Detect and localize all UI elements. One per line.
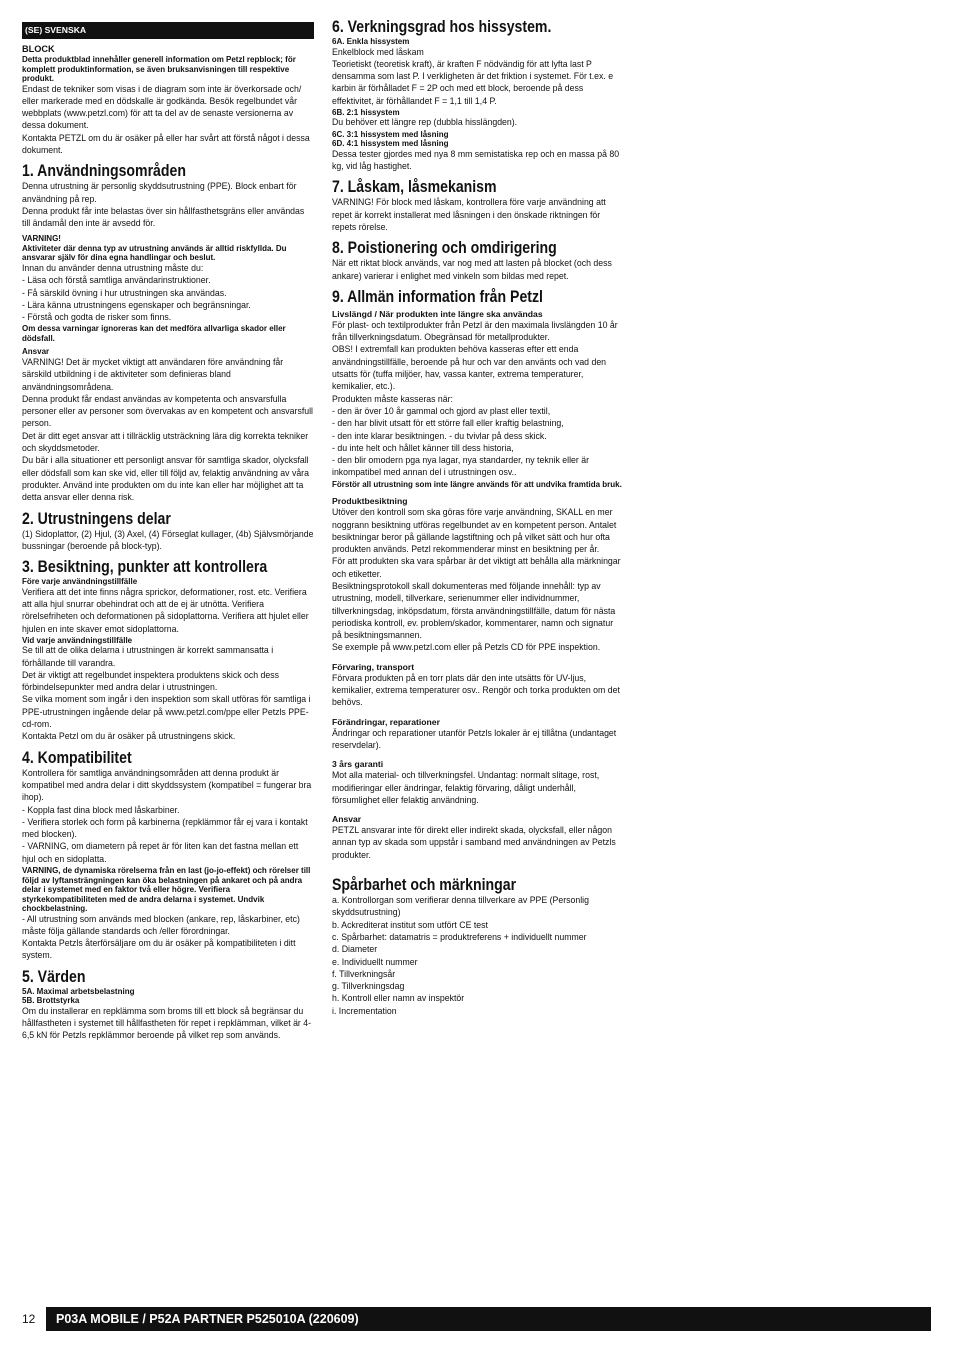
warning-bold: Aktiviteter där denna typ av utrustning används är alltid riskfyllda. Du ansvarar själv för dina egna handlingar och beslut. (22, 243, 287, 263)
s1-paragraph: VARNING! Det är mycket viktigt att användaren före användning får särskild utbildning i de aktiviteter som definieras bland användningsområdena. (22, 356, 284, 393)
section-title-4: 4. Kompatibilitet (22, 748, 132, 767)
warning-bold: VARNING, de dynamiska rörelserna från en last (jo-jo-effekt) och rörelser till följd av lyftansträngningen kan öka belastningen på ankaret och på andra delar i systemet med en faktor två eller högre. Verifiera styrkekompatibiliteten med de andra delarna i systemet. Undvik chockbelastning. (22, 866, 311, 914)
list-item: - den inte klarar besiktningen. - du tvivlar på dess skick. (332, 430, 547, 442)
list-item: - den är över 10 år gammal och gjord av plast eller textil, (332, 405, 551, 417)
section-title-6: 6. Verkningsgrad hos hissystem. (332, 18, 552, 36)
subheading: Förändringar, reparationer (332, 716, 440, 727)
s4-paragraph: Kontrollera för samtliga användningsområden att denna produkt är kompatibel med andra delar i ditt skyddssystem (kompatibel = fungerar bra ihop). (22, 767, 312, 804)
s8-paragraph: När ett riktat block används, var nog med att lasten på blocket (och dess ankare) varierar i enlighet med vinkeln som bildas med repet. (332, 258, 612, 282)
s3-paragraph: Verifiera att det inte finns några sprickor, deformationer, rost. etc. Verifiera att alla hjul snurrar obehindrat och att de ej är utnötta. Verifiera rörelsefriheten och deformationen på sidoplattorna. Verifiera att hjulet eller hjulen en inte skaver emot sidoplattorna. (22, 586, 309, 635)
s9-paragraph: Produkten måste kasseras när: (332, 393, 453, 405)
s3-paragraph: Kontakta Petzl om du är osäker på utrustningens skick. (22, 731, 236, 743)
subheading: Produktbesiktning (332, 496, 408, 507)
section-title-8: 8. Poistionering och omdirigering (332, 239, 557, 258)
list-item: - Koppla fast dina block med låskarbiner. (22, 804, 180, 816)
warning-text: Innan du använder denna utrustning måste du: (22, 262, 204, 274)
list-item: c. Spårbarhet: datamatris = produktreferens + individuellt nummer (332, 931, 587, 943)
s9-paragraph: För plast- och textilprodukter från Petzl är den maximala livslängden 10 år från tillverkningsdatum. Obegränsad för metallprodukter. (332, 319, 618, 344)
s1-paragraph: Denna utrustning är personlig skyddsutrustning (PPE). Block enbart för användning på rep. (22, 181, 297, 205)
responsibility-heading: Ansvar (22, 347, 50, 357)
section-title-3: 3. Besiktning, punkter att kontrollera (22, 558, 268, 577)
s3-paragraph: Det är viktigt att regelbundet inspektera produktens skick och dess förbindelsepunkter med andra delar i utrustningen. (22, 669, 279, 694)
list-item: - Läsa och förstå samtliga användarinstruktioner. (22, 275, 211, 287)
warning-heading: VARNING! (22, 234, 61, 244)
s3-paragraph: Se vilka moment som ingår i den inspektion som skall utföras för samtliga i PPE-utrustningen ingående delar på www.petzl.com/ppe eller Petzls PPE-cd-rom. (22, 694, 311, 731)
list-item: - den blir omodern pga nya lagar, nya standarder, ny teknik eller är inkompatibel med annan del i utrustningen osv.. (332, 455, 590, 479)
s9-paragraph: Se exemple på www.petzl.com eller på Petzls CD för PPE inspektion. (332, 642, 601, 654)
s1-paragraph: Denna produkt får endast användas av kompetenta och ansvarsfulla personer eller av personer som övervakas av en kompetent och ansvarsfull person. (22, 393, 314, 430)
left-column (22, 22, 314, 1043)
s9-paragraph: Mot alla material- och tillverkningsfel. Undantag: normalt slitage, rost, modifieringar eller ändringar, felaktig förvaring, dåligt underhåll, försumlighet eller felaktig användning. (332, 770, 600, 806)
s1-paragraph: Du bär i alla situationer ett personligt ansvar för samtliga skador, olycksfall eller dödsfall som kan ske vid, eller till följd av, felaktig användning av våra produkter. Använd inte produkten om du inte kan eller har möjlighet att ta detta ansvar eller denna risk. (22, 455, 309, 504)
intro-paragraph: Kontakta PETZL om du är osäker på eller har svårt att förstå något i dessa dokument. (22, 132, 310, 156)
intro-paragraph: Endast de tekniker som visas i de diagram som inte är överkorsade och/ eller markerade med en dödskalle är godkända. Besök regelbundet vår webbplats (www.petzl.com) för att ta del av de senaste versionerna av dessa dokument. (22, 83, 302, 132)
list-item: - Få särskild övning i hur utrustningen ska användas. (22, 287, 227, 299)
section-title-5: 5. Värden (22, 967, 86, 986)
s9-paragraph: Förvara produkten på en torr plats där den inte utsätts för UV-ljus, kemikalier, extrema temperaturer osv.. Rengör och torka produkten om det behövs. (332, 672, 620, 709)
s1-paragraph: Det är ditt eget ansvar att i tillräcklig utsträckning lära dig korrekta tekniker och skyddsmetoder. (22, 430, 309, 455)
section-title-9: 9. Allmän information från Petzl (332, 287, 543, 306)
subheading: 6B. 2:1 hissystem (332, 107, 400, 117)
warning-bold: Om dessa varningar ignoreras kan det medföra allvarliga skador eller dödsfall. (22, 324, 286, 343)
list-item: e. Individuellt nummer (332, 956, 418, 968)
section-title-7: 7. Låskam, låsmekanism (332, 178, 497, 197)
list-item: d. Diameter (332, 944, 378, 956)
s9-paragraph: Besiktningsprotokoll skall dokumenteras med följande innehåll: typ av utrustning, modell, tillverkare, serienummer eller individnummer, tillverkningsdag, inköpsdatum, första användningstillfälle, datum för nästa periodiska kontroll, ev. problem/skador, kommentarer, namn och signatur på besiktningsmannen. (332, 581, 616, 642)
list-item: g. Tillverkningsdag (332, 981, 405, 993)
subheading: Förvaring, transport (332, 661, 415, 672)
list-item: - VARNING, om diametern på repet är för liten kan det fastna mellan ett hjul och en sidoplatta. (22, 841, 299, 865)
s3-paragraph: Se till att de olika delarna i utrustningen är korrekt sammansatta i förhållande till varandra. (22, 645, 274, 669)
subheading: Vid varje användningstillfälle (22, 635, 133, 645)
subheading: Före varje användningstillfälle (22, 577, 138, 587)
page-number: 12 (22, 1312, 36, 1326)
subheading: 6C. 3:1 hissystem med låsning (332, 129, 449, 139)
s9-paragraph: Ändringar och reparationer utanför Petzls lokaler är ej tillåtna (undantaget reservdelar). (332, 727, 617, 751)
subheading: Ansvar (332, 814, 362, 825)
list-item: - du inte helt och hållet känner till dess historia, (332, 442, 514, 454)
list-item: a. Kontrollorgan som verifierar denna tillverkare av PPE (Personlig skyddsutrustning) (332, 895, 589, 919)
list-item: f. Tillverkningsår (332, 968, 396, 980)
warning-bold: Förstör all utrustning som inte längre används för att undvika framtida bruk. (332, 479, 622, 489)
language-header: (SE) SVENSKA (22, 22, 314, 39)
s9-paragraph: PETZL ansvarar inte för direkt eller indirekt skada, olycksfall, eller någon annan typ av skada som uppstår i samband med användningen av Petzls produkter. (332, 825, 616, 861)
subheading: 6A. Enkla hissystem (332, 37, 410, 46)
intro-bold: Detta produktblad innehåller generell information om Petzl repblock; för komplett produktinformation, se även bruksanvisningen till respektive produkt. (22, 55, 296, 83)
s4-paragraph: - All utrustning som används med blocken (ankare, rep, låskarbiner, etc) måste följa gällande standards och /eller förordningar. (22, 913, 300, 937)
right-column (332, 18, 625, 1018)
list-item: - Förstå och godta de risker som finns. (22, 312, 172, 324)
s6-paragraph: Dessa tester gjordes med nya 8 mm semistatiska rep och en massa på 80 kg, vid låg hastighet. (332, 148, 620, 173)
subheading: 5B. Brottstyrka (22, 996, 80, 1006)
s7-paragraph: VARNING! För block med låskam, kontrollera före varje användning att repet är korrekt installerat med låsningen i den önskade riktningen för repets rörelse. (332, 197, 606, 233)
s9-paragraph: OBS! I extremfall kan produkten behöva kasseras efter ett enda användningstillfälle, beroende på hur och var den använts och vad den utsatts för (tuffa miljöer, hav, vassa kanter, extrema temperaturer, kemikalier, etc.). (332, 344, 607, 393)
section-title-2: 2. Utrustningens delar (22, 509, 171, 528)
section-title-traceability: Spårbarhet och märkningar (332, 876, 517, 895)
subheading: 5A. Maximal arbetsbelastning (22, 986, 135, 996)
s6-paragraph: Enkelblock med låskam (332, 46, 424, 58)
section-title-1: 1. Användningsområden (22, 162, 186, 181)
subheading: 3 års garanti (332, 759, 384, 770)
s6-paragraph: Teorietiskt (teoretisk kraft), är kraften F nödvändig för att lyfta last P densamma som last P. I verkligheten är det friktion i systemet. För t.ex. e karbin är förhålladet F = 2P och med ett block, beroende på dess effektivitet, är förhållandet F = 1,1 till 1,4 P. (332, 58, 614, 107)
s1-paragraph: Denna produkt får inte belastas över sin hållfasthetsgräns eller användas till ändamål den inte är avsedd för. (22, 205, 305, 230)
list-item: - Verifiera storlek och form på karbinerna (repklämmor får ej vara i kontakt med blocken). (22, 816, 308, 841)
s4-paragraph: Kontakta Petzls återförsäljare om du är osäker på kompatibiliteten i ditt system. (22, 938, 296, 962)
s6-paragraph: Du behöver ett längre rep (dubbla hisslängden). (332, 117, 518, 129)
s9-paragraph: För att produkten ska vara spårbar är det viktigt att behålla alla märkningar och etiketter. (332, 556, 621, 580)
list-item: i. Incrementation (332, 1005, 397, 1017)
footer-doc-reference: P03A MOBILE / P52A PARTNER P525010A (220609) (46, 1307, 931, 1331)
subheading: 6D. 4:1 hissystem med låsning (332, 139, 449, 149)
s9-paragraph: Utöver den kontroll som ska göras före varje användning, SKALL en mer noggrann besiktning utföras regelbundet av en kompetent person. Antalet besiktningar beror på gällande lagstiftning och på vilket sätt och hur ofta produkten används. Petzl rekommenderar minst en besiktning per år. (332, 507, 617, 556)
s2-paragraph: (1) Sidoplattor, (2) Hjul, (3) Axel, (4) Förseglat kullager, (4b) Självsmörjande bussningar (beroende på block-typ). (22, 528, 314, 552)
list-item: - Lära känna utrustningens egenskaper och begränsningar. (22, 299, 251, 311)
list-item: - den har blivit utsatt för ett större fall eller kraftig belastning, (332, 418, 564, 430)
list-item: b. Ackrediterat institut som utfört CE test (332, 919, 488, 931)
s5-paragraph: Om du installerar en repklämma som broms till ett block så begränsar du hållfastheten i systemet till hållfastheten för repet i repklämman, vilket är 4-6,5 kN för Petzls repklämmor beroende på vilket rep som används. (22, 1005, 312, 1042)
intro-heading: BLOCK (22, 44, 55, 54)
list-item: h. Kontroll eller namn av inspektör (332, 993, 465, 1005)
subheading: Livslängd / När produkten inte längre ska användas (332, 308, 543, 319)
